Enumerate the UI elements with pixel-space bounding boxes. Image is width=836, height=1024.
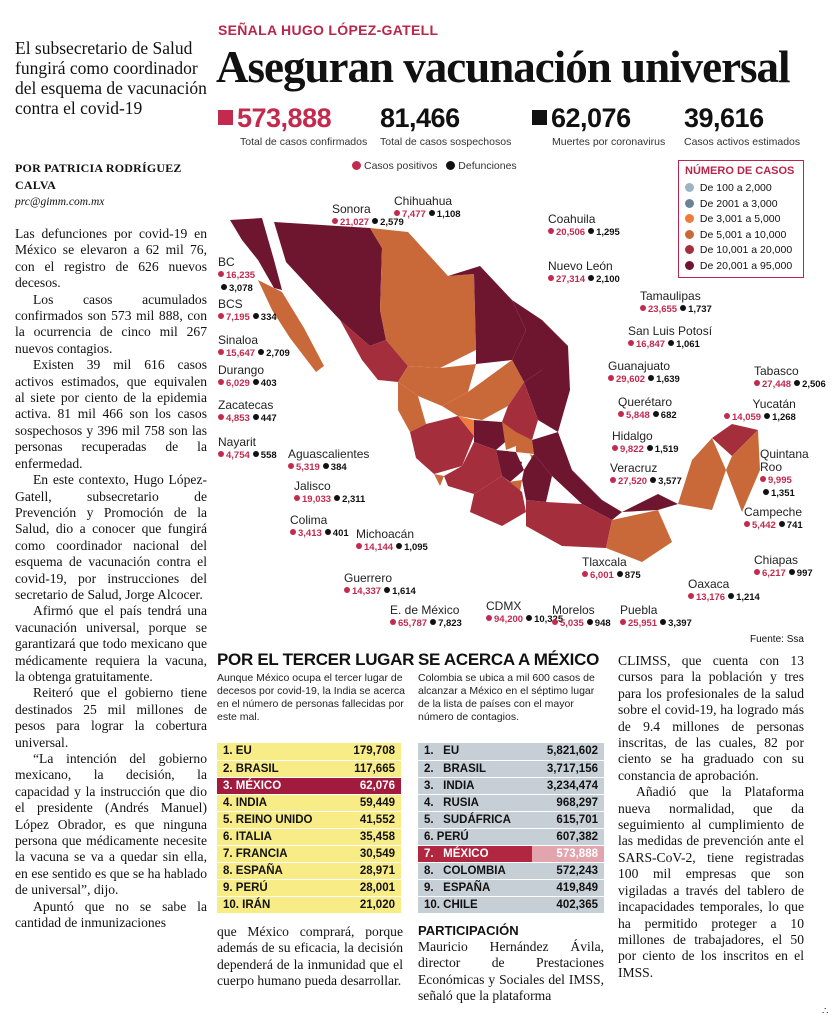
section-heading: PARTICIPACIÓN	[418, 923, 519, 938]
dot-icon	[685, 199, 694, 208]
table-row: 4. RUSIA 968,297	[418, 794, 604, 811]
table-row-highlight: 3. MÉXICO 62,076	[217, 777, 401, 794]
legend-positive: Casos positivos	[364, 160, 438, 172]
paragraph: “La intención del gobierno mexicano, la decisión, la capacidad y la instrucción que dio el presidente (Andrés Manuel) López Obrador, es que ninguna persona que médicamente necesite la vacuna se va a quedar sin ella, en ese sentido es que se ha hablado de universal”, dijo.	[15, 751, 207, 898]
stat-deaths	[532, 102, 665, 148]
stat-label: Casos activos estimados	[684, 136, 801, 148]
box1-title: POR EL TERCER LUGAR	[217, 650, 415, 669]
cases-range-legend	[678, 160, 804, 278]
state-label: BCS 7,195 334	[218, 297, 277, 323]
legend-item: De 100 a 2,000	[685, 181, 797, 197]
table-row: 8. COLOMBIA 572,243	[418, 863, 604, 880]
stat-label: Total de casos sospechosos	[380, 136, 512, 148]
right-column-text	[618, 653, 804, 981]
legend-deaths: Defunciones	[458, 160, 517, 172]
state-label: Veracruz 27,520 3,577	[610, 461, 682, 487]
square-icon	[218, 110, 233, 125]
state-label: San Luis Potosí 16,847 1,061	[628, 324, 713, 350]
paragraph: Afirmó que el país tendrá una vacunación universal, porque se garantizará que todo mexicano que médicamente requiera la vacuna, la obtenga gratuitamente.	[15, 603, 207, 684]
square-icon	[532, 110, 547, 125]
table-row: 6. ITALIA 35,458	[217, 828, 401, 845]
state-label: Oaxaca 13,176 1,214	[688, 577, 760, 603]
box2-title: SE ACERCA A MÉXICO	[418, 650, 599, 669]
state-label: Nayarit 4,754 558	[218, 435, 277, 461]
state-label: Campeche 5,442 741	[744, 505, 803, 531]
column-text: que México comprará, porque además de su eficacia, la decisión dependerá de la inmunidad que el cuerpo humano pueda desarrollar.	[217, 924, 403, 989]
dot-icon	[352, 161, 361, 170]
dot-icon	[685, 261, 694, 270]
state-label: Nuevo León 27,314 2,100	[548, 259, 620, 285]
legend-item: De 20,001 a 95,000	[685, 259, 797, 275]
box1-subtitle: Aunque México ocupa el tercer lugar de decesos por covid-19, la India se acerca en el número de personas fallecidas por este mal.	[217, 672, 405, 723]
state-label: Quintana Roo 9,995 1,351	[760, 447, 809, 499]
legend-item: De 5,001 a 10,000	[685, 228, 797, 244]
table-row: 4. INDIA 59,449	[217, 794, 401, 811]
table-row: 10. IRÁN 21,020	[217, 897, 401, 914]
kicker: SEÑALA HUGO LÓPEZ-GATELL	[218, 22, 439, 38]
column-text: Mauricio Hernández Ávila, director de Prestaciones Económicas y Sociales del IMSS, señaló que la plataforma	[418, 939, 604, 1004]
stat-value: 573,888	[237, 103, 332, 133]
stat-value: 39,616	[684, 103, 764, 133]
legend-item: De 10,001 a 20,000	[685, 243, 797, 259]
state-label: Guanajuato 29,602 1,639	[608, 359, 680, 385]
state-label: BC 16,235 3,078	[218, 255, 256, 294]
paragraph: CLIMSS, que cuenta con 13 cursos para la población y tres para los profesionales de la salud sobre el covid-19, ha logrado más de 9.4 millones de personas inscritas, de las cuales, 82 por ciento se ha graduado con su constancia de aprobación.	[618, 653, 804, 783]
article-deck: El subsecretario de Salud fungirá como coordinador del esquema de vacunación contra el covid-19	[15, 38, 207, 118]
state-label: Aguascalientes 5,319 384	[288, 447, 370, 473]
legend-item: De 3,001 a 5,000	[685, 212, 797, 228]
left-column-text	[15, 226, 207, 931]
paragraph: Apuntó que no se sabe la cantidad de inmunizaciones	[15, 898, 207, 931]
table-row: 9. ESPAÑA 419,849	[418, 880, 604, 897]
dot-icon	[685, 230, 694, 239]
headline: Aseguran vacunación universal	[216, 42, 790, 92]
state-label: Tamaulipas 23,655 1,737	[640, 289, 712, 315]
legend-title: NÚMERO DE CASOS	[685, 165, 795, 177]
state-label: Guerrero 14,337 1,614	[344, 571, 416, 597]
stat-confirmed	[218, 102, 367, 148]
stat-suspected	[380, 102, 511, 148]
state-label: Zacatecas 4,853 447	[218, 398, 277, 424]
state-label: Puebla 25,951 3,397	[620, 603, 692, 629]
state-label: Michoacán 14,144 1,095	[356, 527, 428, 553]
state-label: Tlaxcala 6,001 875	[582, 555, 641, 581]
end-mark: ∴	[822, 1006, 829, 1017]
table-row: 2. BRASIL 117,665	[217, 760, 401, 777]
stat-value: 62,076	[551, 103, 631, 133]
state-label: Chiapas 6,217 997	[754, 553, 813, 579]
stat-active	[684, 102, 800, 148]
table-row: 6. PERÚ 607,382	[418, 828, 604, 845]
state-label: Yucatán 14,059 1,268	[724, 398, 796, 424]
paragraph: Reiteró que el gobierno tiene destinados 25 mil millones de pesos para lograr la cobertura universal.	[15, 685, 207, 750]
state-label: Chihuahua 7,477 1,108	[394, 194, 461, 220]
state-label: Colima 3,413 401	[290, 513, 349, 539]
table-row: 1. EU 5,821,602	[418, 743, 604, 760]
table-row-highlight: 7. MÉXICO 573,888	[418, 846, 604, 863]
legend-item: De 2001 a 3,000	[685, 197, 797, 213]
dot-icon	[685, 245, 694, 254]
state-label: Durango 6,029 403	[218, 363, 277, 389]
state-label: Hidalgo 9,822 1,519	[612, 429, 679, 455]
paragraph: Las defunciones por covid-19 en México se elevaron a 62 mil 76, con el registro de 626 nuevos decesos.	[15, 226, 207, 291]
table-row: 2. BRASIL 3,717,156	[418, 760, 604, 777]
state-label: Jalisco 19,033 2,311	[294, 479, 366, 505]
state-label: Coahuila 20,506 1,295	[548, 212, 620, 238]
state-label: Tabasco 27,448 2,506	[754, 364, 826, 390]
paragraph: Añadió que la Plataforma nueva normalidad, que da seguimiento al cumplimiento de las medidas de prevención ante el SARS-CoV-2, tiene registradas 100 mil empresas que son vigiladas a través del tablero de incapacidades temporales, lo que ha permitido proteger a 10 millones de trabajadores, el 50 por ciento de los inscritos en el IMSS.	[618, 784, 804, 980]
stat-value: 81,466	[380, 103, 460, 133]
table-row: 5. REINO UNIDO 41,552	[217, 811, 401, 828]
table-row: 9. PERÚ 28,001	[217, 880, 401, 897]
region-colima	[434, 474, 444, 486]
box2-subtitle: Colombia se ubica a mil 600 casos de alcanzar a México en el séptimo lugar de la lista de países con el mayor número de contagios.	[418, 672, 595, 723]
table-row: 10. CHILE 402,365	[418, 897, 604, 914]
state-label: Morelos 5,035 948	[552, 603, 611, 629]
paragraph: Los casos acumulados confirmados son 573 mil 888, con la ocurrencia de cinco mil 267 nuevos contagios.	[15, 291, 207, 356]
table-row: 3. INDIA 3,234,474	[418, 777, 604, 794]
dot-icon	[446, 161, 455, 170]
table-row: 7. FRANCIA 30,549	[217, 846, 401, 863]
dot-icon	[685, 214, 694, 223]
state-label: CDMX 94,200 10,325	[486, 599, 564, 625]
paragraph: Existen 39 mil 616 casos activos estimados, que equivalen al siete por ciento de la epidemia activa. 81 mil 466 son los casos sospechosos y 396 mil 758 son las personas recuperadas de la enfermedad.	[15, 357, 207, 471]
deaths-ranking-table	[217, 743, 401, 914]
author-email[interactable]: prc@gimm.com.mx	[15, 196, 105, 208]
byline: POR PATRICIA RODRÍGUEZ CALVA	[15, 161, 182, 192]
state-label: Querétaro 5,848 682	[618, 395, 677, 421]
state-label: Sinaloa 15,647 2,709	[218, 333, 290, 359]
region-campeche	[678, 438, 726, 510]
region-tabasco	[622, 494, 678, 512]
cases-ranking-table	[418, 743, 604, 914]
dot-icon	[685, 183, 694, 192]
table-row: 5. SUDÁFRICA 615,701	[418, 811, 604, 828]
stat-label: Muertes por coronavirus	[552, 136, 666, 148]
table-row: 1. EU 179,708	[217, 743, 401, 760]
stat-label: Total de casos confirmados	[240, 136, 368, 148]
table-row: 8. ESPAÑA 28,971	[217, 863, 401, 880]
state-label: E. de México 65,787 7,823	[390, 603, 462, 629]
paragraph: En este contexto, Hugo López-Gatell, subsecretario de Prevención y Promoción de la Salud, dio a conocer que fungirá como coordinador nacional del esquema de vacunación contra el covid-19, por instrucciones del secretario de Salud, Jorge Alcocer.	[15, 472, 207, 602]
source-note: Fuente: Ssa	[750, 634, 804, 645]
state-label: Sonora 21,027 2,579	[332, 202, 404, 228]
